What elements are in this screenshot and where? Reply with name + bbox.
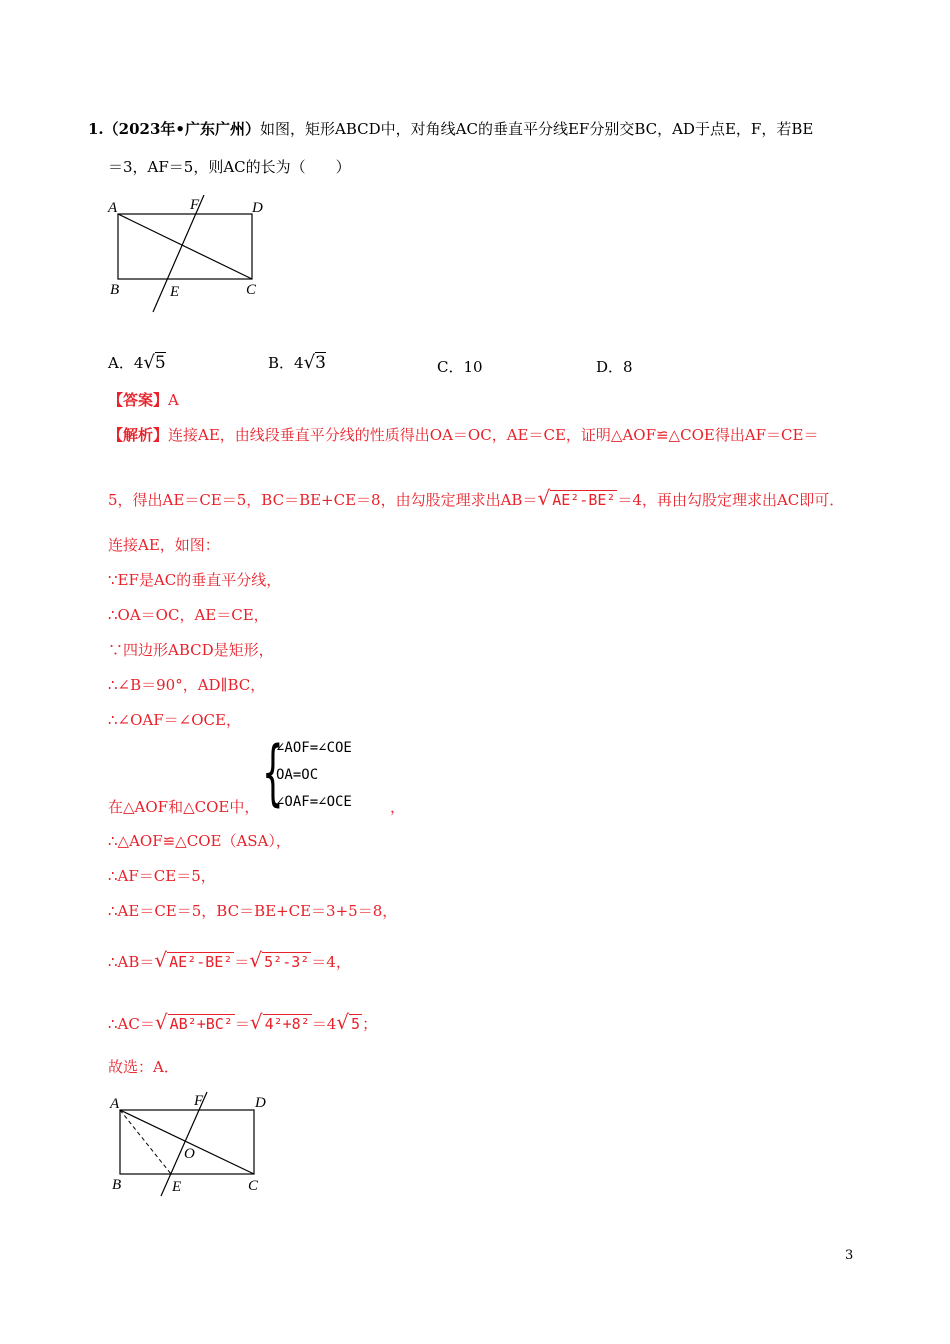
label-b: B <box>110 282 120 298</box>
step-11-post: ＝4， <box>311 953 351 971</box>
analysis-text-1: 连接AE，由线段垂直平分线的性质得出OA＝OC，AE＝CE，证明△AOF≌△COE得出AF＝CE＝ <box>168 426 819 444</box>
option-c[interactable]: C．10 <box>437 358 483 376</box>
step-11-radicand-1: AE²-BE² <box>169 953 233 971</box>
conclusion: 故选：A． <box>108 1058 179 1076</box>
answer-value: A <box>168 391 179 409</box>
brace-line-2: OA=OC <box>276 767 319 783</box>
option-a-prefix: A．4 <box>108 354 144 372</box>
step-7-pre: 在△AOF和△COE中， <box>108 798 260 816</box>
step-9: ∴AF＝CE＝5， <box>108 867 216 885</box>
label-a: A <box>108 200 118 216</box>
option-b-prefix: B．4 <box>268 354 304 372</box>
step-12-radicand-2: 4²+8² <box>264 1015 310 1033</box>
question-stem-1: 如图，矩形ABCD中，对角线AC的垂直平分线EF分别交BC，AD于点E，F，若BE <box>260 120 814 138</box>
step-12-mid-2: ＝4 <box>311 1015 337 1033</box>
step-12-radicand-1: AB²+BC² <box>169 1015 233 1033</box>
step-2: ∵EF是AC的垂直平分线， <box>108 571 282 589</box>
question-number: 1. <box>88 120 104 138</box>
label-c-2: C <box>248 1178 259 1194</box>
option-a[interactable]: A．4√5 <box>108 352 166 373</box>
step-6: ∴∠OAF＝∠OCE， <box>108 711 241 729</box>
label-f-2: F <box>194 1093 204 1109</box>
label-f: F <box>190 197 200 213</box>
step-4: ∵四边形ABCD是矩形， <box>108 641 274 659</box>
analysis-line2-radicand: AE²-BE² <box>552 491 616 509</box>
rectangle-figure-1 <box>100 190 280 320</box>
question-source: （2023年•广东广州） <box>103 120 261 138</box>
label-d-2: D <box>255 1095 266 1111</box>
analysis-line-2: 5，得出AE＝CE＝5，BC＝BE+CE＝8，由勾股定理求出AB＝√ AE²-BE² ＝4，再由勾股定理求出AC即可． <box>108 486 845 510</box>
label-b-2: B <box>112 1177 122 1193</box>
rectangle-figure-2 <box>100 1088 280 1218</box>
step-1: 连接AE，如图： <box>108 536 220 554</box>
page-number: 3 <box>845 1248 854 1263</box>
label-o-2: O <box>184 1146 195 1162</box>
step-12: ∴AC＝√ AB²+BC² ＝√ 4²+8² ＝4√ 5 ； <box>108 1010 378 1034</box>
step-11-radicand-2: 5²-3² <box>264 953 310 971</box>
option-b[interactable]: B．4√3 <box>268 352 326 373</box>
analysis-line2-pre: 5，得出AE＝CE＝5，BC＝BE+CE＝8，由勾股定理求出AB＝ <box>108 491 538 509</box>
diagonal-ac <box>118 214 252 279</box>
option-b-radicand: 3 <box>315 353 326 373</box>
step-12-radicand-3: 5 <box>351 1015 361 1033</box>
diagonal-ac-2 <box>120 1110 254 1174</box>
step-12-pre: ∴AC＝ <box>108 1015 155 1033</box>
answer-label: 【答案】 <box>108 391 169 409</box>
answer-line <box>108 389 179 410</box>
label-a-2: A <box>110 1096 120 1112</box>
option-d[interactable]: D．8 <box>596 358 633 376</box>
step-10: ∴AE＝CE＝5，BC＝BE+CE＝3+5＝8， <box>108 902 398 920</box>
option-a-radicand: 5 <box>154 353 166 373</box>
brace: { <box>262 731 284 816</box>
step-12-mid: ＝ <box>234 1015 250 1033</box>
step-11-pre: ∴AB＝ <box>108 953 155 971</box>
analysis-label: 【解析】 <box>108 426 169 444</box>
step-8: ∴△AOF≌△COE（ASA）， <box>108 832 291 850</box>
analysis-line-1 <box>108 424 818 445</box>
label-c: C <box>246 282 257 298</box>
step-5: ∴∠B＝90°，AD∥BC， <box>108 676 266 694</box>
step-11: ∴AB＝√ AE²-BE² ＝√ 5²-3² ＝4， <box>108 948 351 972</box>
dashed-ae <box>120 1110 171 1174</box>
label-e: E <box>170 284 180 300</box>
step-7-post: ， <box>390 798 406 816</box>
step-3: ∴OA＝OC，AE＝CE， <box>108 606 269 624</box>
label-d: D <box>252 200 263 216</box>
step-11-mid: ＝ <box>234 953 250 971</box>
analysis-line2-post: ＝4，再由勾股定理求出AC即可． <box>617 491 845 509</box>
brace-line-1: ∠AOF=∠COE <box>276 740 352 756</box>
step-12-post: ； <box>362 1015 378 1033</box>
brace-line-3: ∠OAF=∠OCE <box>276 794 352 810</box>
label-e-2: E <box>172 1179 182 1195</box>
question-stem-2: ＝3，AF＝5，则AC的长为（ ） <box>108 158 351 176</box>
question-line-1 <box>88 118 813 139</box>
